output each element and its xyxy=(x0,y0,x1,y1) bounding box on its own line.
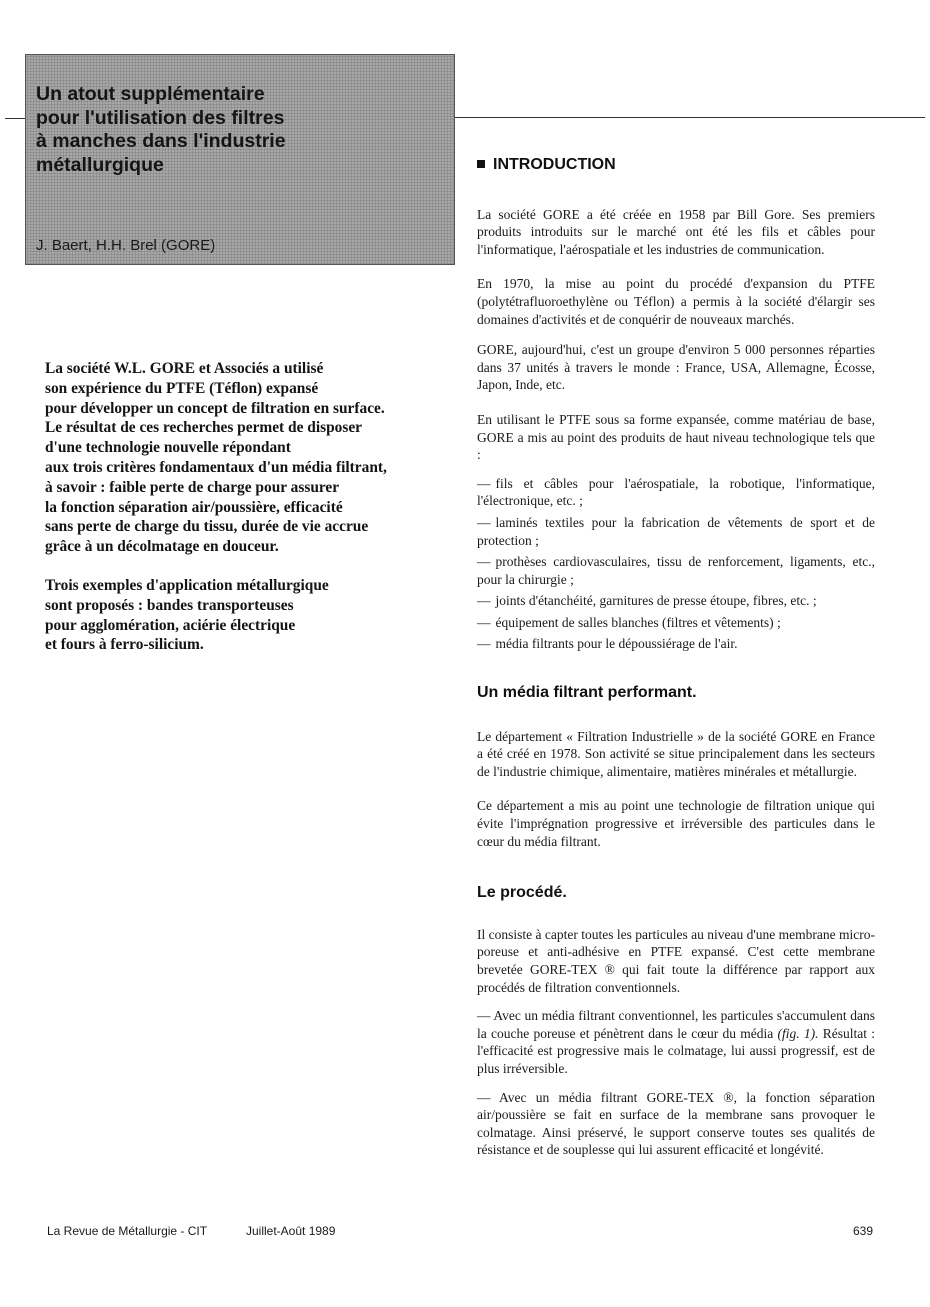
media-section-heading: Un média filtrant performant. xyxy=(477,684,697,702)
title-rule-left xyxy=(5,118,25,119)
abstract-line: pour agglomération, aciérie électrique xyxy=(45,616,296,634)
abstract-line: son expérience du PTFE (Téflon) expansé xyxy=(45,379,319,397)
title-line: Un atout supplémentaire xyxy=(36,83,265,105)
abstract-line: Trois exemples d'application métallurgique xyxy=(45,576,329,594)
intro-paragraph: La société GORE a été créée en 1958 par Bill Gore. Ses premiers produits introduits sur le marché ont été les fils et câbles pour l'informatique, l'aérospatiale et les industries de communication. xyxy=(477,206,875,257)
list-item: — laminés textiles pour la fabrication de vêtements de sport et de protection ; xyxy=(477,514,875,548)
abstract-line: Le résultat de ces recherches permet de disposer xyxy=(45,419,362,437)
abstract xyxy=(45,359,445,674)
list-item: — prothèses cardiovasculaires, tissu de renforcement, ligaments, etc., pour la chirurgie ; xyxy=(477,554,875,587)
product-list xyxy=(477,475,875,653)
abstract-line: aux trois critères fondamentaux d'un média filtrant, xyxy=(45,458,387,476)
intro-paragraph: En utilisant le PTFE sous sa forme expansée, comme matériau de base, GORE a mis au point des produits de haut niveau technologique tels que : xyxy=(477,411,875,463)
list-item: — joints d'étanchéité, garnitures de presse étoupe, fibres, etc. ; xyxy=(477,593,817,609)
procede-text: Résultat : l'efficacité est progressive mais le colmatage, lui aussi progressif, est de plus irréversible. xyxy=(477,1025,875,1076)
footer-journal: La Revue de Métallurgie - CIT xyxy=(47,1224,208,1238)
abstract-line: sans perte de charge du tissu, durée de vie accrue xyxy=(45,518,369,536)
procede-paragraph: Il consiste à capter toutes les particules au niveau d'une membrane micro-poreuse et anti-adhésive en PTFE expansé. C'est cette membrane brevetée GORE-TEX ® qui fait toute la différence par rapport aux procédés de filtration conventionnels. xyxy=(477,926,875,995)
list-item-text: prothèses cardiovasculaires, tissu de renforcement, ligaments, etc., pour la chirurgie ; xyxy=(477,554,875,587)
media-paragraph: Le département « Filtration Industrielle » de la société GORE en France a été créé en 1978. Son activité se situe principalement dans les secteurs de l'industrie chimique, alimentaire, matières minérales et métallurgie. xyxy=(477,728,875,779)
abstract-line: d'une technologie nouvelle répondant xyxy=(45,439,291,457)
article-title xyxy=(36,83,446,177)
abstract-paragraph-2 xyxy=(45,576,445,655)
list-item-text: fils et câbles pour l'aérospatiale, la robotique, l'informatique, l'électronique, etc. ; xyxy=(477,475,875,509)
intro-paragraph: GORE, aujourd'hui, c'est un groupe d'environ 5 000 personnes réparties dans 37 unités à travers le monde : France, USA, Allemagne, Écosse, Japon, Inde, etc. xyxy=(477,342,875,393)
title-line: métallurgique xyxy=(36,153,164,176)
abstract-line: la fonction séparation air/poussière, efficacité xyxy=(45,498,343,516)
abstract-line: à savoir : faible perte de charge pour assurer xyxy=(45,478,340,496)
list-item: — équipement de salles blanches (filtres et vêtements) ; xyxy=(477,614,781,630)
procede-paragraph: — Avec un média filtrant GORE-TEX ®, la fonction séparation air/poussière se fait en surface de la membrane sans provoquer le colmatage. Ainsi préservé, le support conserve toutes ses qualités de résistance et de souplesse qui lui assurent efficacité et longévité. xyxy=(477,1089,875,1158)
list-item-text: média filtrants pour le dépoussiérage de l'air. xyxy=(495,636,738,652)
figure-reference: (fig. 1). xyxy=(777,1025,819,1041)
footer-issue: Juillet-Août 1989 xyxy=(246,1224,336,1238)
title-line: pour l'utilisation des filtres xyxy=(36,106,285,129)
page-number: 639 xyxy=(853,1224,874,1238)
abstract-paragraph-1 xyxy=(45,359,445,557)
abstract-line: pour développer un concept de filtration en surface. xyxy=(45,399,385,417)
abstract-line: grâce à un décolmatage en douceur. xyxy=(45,538,279,556)
introduction-heading-text: INTRODUCTION xyxy=(493,156,616,173)
abstract-line: et fours à ferro-silicium. xyxy=(45,636,204,654)
authors: J. Baert, H.H. Brel (GORE) xyxy=(36,237,216,254)
media-paragraph: Ce département a mis au point une technologie de filtration unique qui évite l'imprégnation progressive et irréversible des particules dans le cœur du média filtrant. xyxy=(477,798,875,849)
right-column xyxy=(477,156,875,1170)
introduction-heading xyxy=(477,156,875,174)
procede-heading: Le procédé. xyxy=(477,884,567,902)
list-item-text: joints d'étanchéité, garnitures de presse étoupe, fibres, etc. ; xyxy=(495,593,817,609)
procede-paragraph xyxy=(477,1007,875,1077)
list-item: — fils et câbles pour l'aérospatiale, la robotique, l'informatique, l'électronique, etc. ; xyxy=(477,475,875,509)
title-rule-right xyxy=(455,117,925,118)
title-box xyxy=(25,54,455,265)
procede-text: — Avec un média filtrant conventionnel, les particules s'accumulent dans la couche poreuse et pénètrent dans le cœur du média xyxy=(477,1008,875,1041)
intro-paragraph: En 1970, la mise au point du procédé d'expansion du PTFE (polytétrafluoroethylène ou Téflon) a permis à la société d'élargir ses domaines d'activités et de conquérir de nouveaux marchés. xyxy=(477,276,875,327)
list-item: — média filtrants pour le dépoussiérage de l'air. xyxy=(477,636,738,652)
abstract-line: La société W.L. GORE et Associés a utilisé xyxy=(45,360,324,377)
abstract-line: sont proposés : bandes transporteuses xyxy=(45,596,294,614)
title-line: à manches dans l'industrie xyxy=(36,130,286,152)
square-bullet-icon xyxy=(477,160,485,168)
list-item-text: laminés textiles pour la fabrication de vêtements de sport et de protection ; xyxy=(477,514,875,548)
list-item-text: équipement de salles blanches (filtres et vêtements) ; xyxy=(495,614,781,630)
